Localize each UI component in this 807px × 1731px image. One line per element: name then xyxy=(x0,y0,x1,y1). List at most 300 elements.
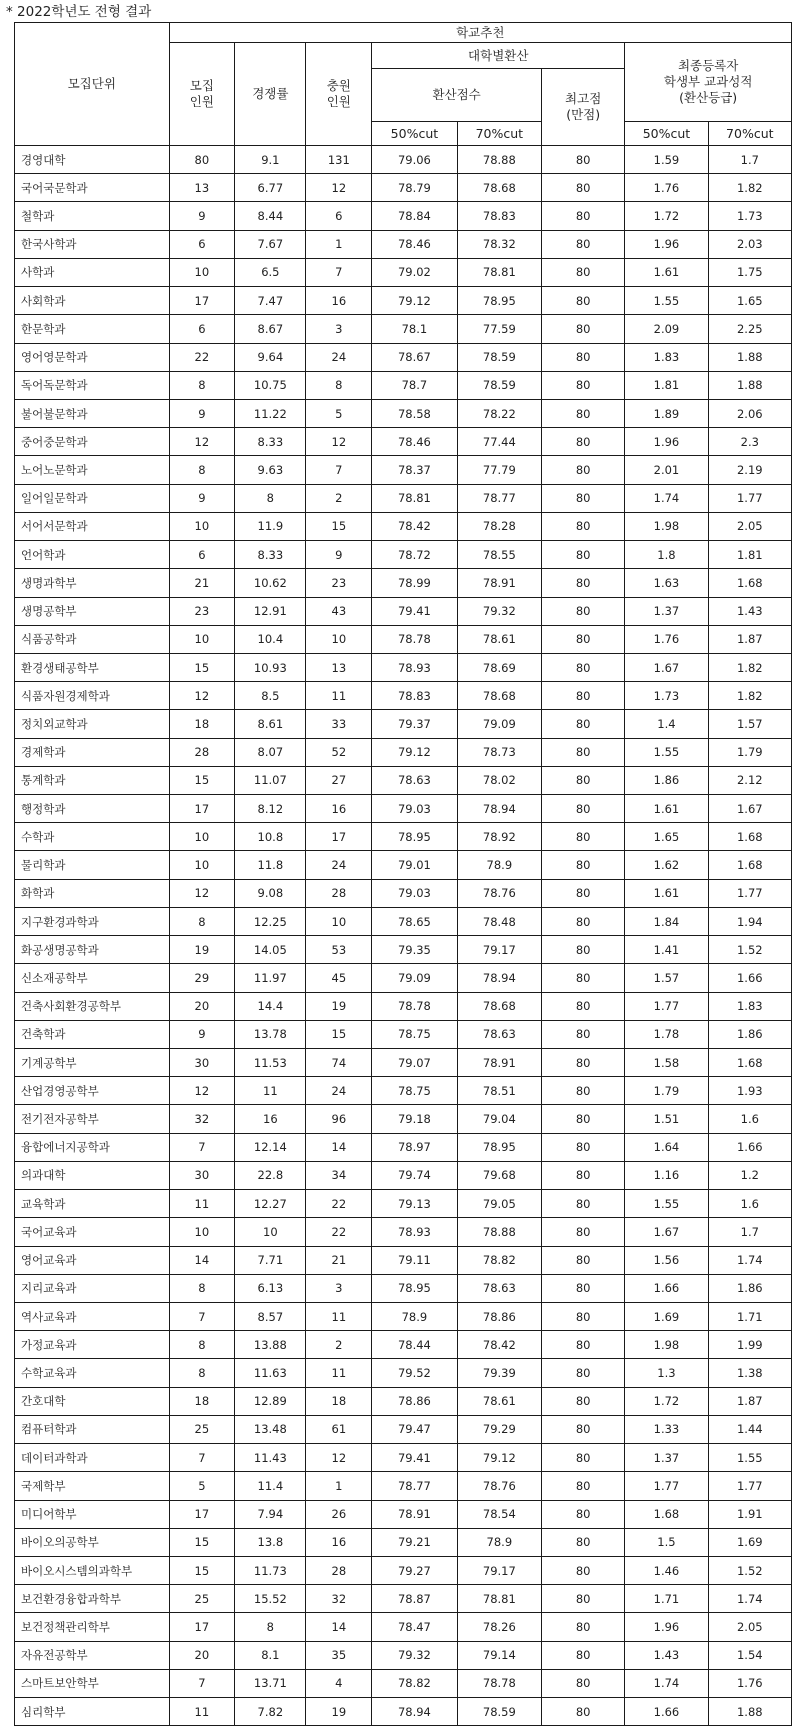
cell-competition: 10 xyxy=(235,1218,306,1246)
cell-score-cut50: 78.42 xyxy=(372,512,457,540)
cell-competition: 10.4 xyxy=(235,625,306,653)
cell-quota: 7 xyxy=(169,1669,235,1697)
cell-quota: 8 xyxy=(169,371,235,399)
cell-max-score: 80 xyxy=(542,1105,625,1133)
table-row xyxy=(15,146,792,174)
cell-max-score: 80 xyxy=(542,1359,625,1387)
cell-score-cut50: 79.12 xyxy=(372,287,457,315)
cell-score-cut50: 78.93 xyxy=(372,653,457,681)
cell-unit-name: 노어노문학과 xyxy=(15,456,170,484)
cell-extra: 1 xyxy=(306,230,372,258)
cell-score-cut50: 78.63 xyxy=(372,766,457,794)
cell-score-cut70: 78.63 xyxy=(457,1274,541,1302)
cell-quota: 6 xyxy=(169,315,235,343)
cell-quota: 15 xyxy=(169,1528,235,1556)
cell-score-cut50: 78.46 xyxy=(372,230,457,258)
cell-max-score: 80 xyxy=(542,343,625,371)
cell-grade-cut70: 1.77 xyxy=(708,879,791,907)
cell-quota: 7 xyxy=(169,1133,235,1161)
cell-unit-name: 건축사회환경공학부 xyxy=(15,992,170,1020)
cell-quota: 23 xyxy=(169,597,235,625)
cell-unit-name: 의과대학 xyxy=(15,1161,170,1189)
header-quota-text: 모집 인원 xyxy=(189,78,214,109)
cell-score-cut70: 79.09 xyxy=(457,710,541,738)
cell-grade-cut50: 1.77 xyxy=(625,992,708,1020)
cell-extra: 5 xyxy=(306,399,372,427)
cell-grade-cut50: 1.76 xyxy=(625,174,708,202)
cell-score-cut50: 78.82 xyxy=(372,1669,457,1697)
cell-competition: 8.67 xyxy=(235,315,306,343)
cell-score-cut50: 78.97 xyxy=(372,1133,457,1161)
cell-competition: 9.1 xyxy=(235,146,306,174)
cell-max-score: 80 xyxy=(542,1387,625,1415)
cell-score-cut50: 78.58 xyxy=(372,399,457,427)
cell-grade-cut70: 1.74 xyxy=(708,1585,791,1613)
cell-competition: 8 xyxy=(235,1613,306,1641)
cell-unit-name: 영어영문학과 xyxy=(15,343,170,371)
cell-grade-cut50: 1.59 xyxy=(625,146,708,174)
cell-grade-cut50: 1.86 xyxy=(625,766,708,794)
cell-max-score: 80 xyxy=(542,795,625,823)
cell-extra: 53 xyxy=(306,936,372,964)
cell-grade-cut50: 1.57 xyxy=(625,964,708,992)
table-row xyxy=(15,1302,792,1330)
cell-score-cut70: 78.9 xyxy=(457,851,541,879)
cell-quota: 17 xyxy=(169,287,235,315)
table-row xyxy=(15,1331,792,1359)
cell-quota: 12 xyxy=(169,1077,235,1105)
cell-grade-cut50: 1.8 xyxy=(625,541,708,569)
cell-max-score: 80 xyxy=(542,428,625,456)
cell-quota: 25 xyxy=(169,1585,235,1613)
cell-unit-name: 식품자원경제학과 xyxy=(15,682,170,710)
cell-quota: 19 xyxy=(169,936,235,964)
cell-score-cut50: 78.78 xyxy=(372,625,457,653)
table-row xyxy=(15,1641,792,1669)
cell-extra: 34 xyxy=(306,1161,372,1189)
header-final-grade xyxy=(625,43,792,122)
cell-competition: 9.64 xyxy=(235,343,306,371)
cell-extra: 2 xyxy=(306,484,372,512)
cell-competition: 8.12 xyxy=(235,795,306,823)
cell-grade-cut50: 1.72 xyxy=(625,1387,708,1415)
cell-score-cut50: 79.13 xyxy=(372,1190,457,1218)
cell-competition: 11.4 xyxy=(235,1472,306,1500)
cell-max-score: 80 xyxy=(542,484,625,512)
cell-competition: 7.82 xyxy=(235,1698,306,1726)
cell-score-cut50: 79.12 xyxy=(372,738,457,766)
cell-extra: 4 xyxy=(306,1669,372,1697)
cell-score-cut50: 78.72 xyxy=(372,541,457,569)
cell-max-score: 80 xyxy=(542,625,625,653)
cell-grade-cut70: 1.77 xyxy=(708,1472,791,1500)
cell-extra: 13 xyxy=(306,653,372,681)
header-conversion: 대학별환산 xyxy=(372,43,625,69)
cell-score-cut50: 78.47 xyxy=(372,1613,457,1641)
table-row xyxy=(15,1133,792,1161)
cell-competition: 13.8 xyxy=(235,1528,306,1556)
table-row xyxy=(15,964,792,992)
cell-extra: 2 xyxy=(306,1331,372,1359)
cell-quota: 15 xyxy=(169,1556,235,1584)
table-row xyxy=(15,343,792,371)
cell-extra: 8 xyxy=(306,371,372,399)
cell-unit-name: 독어독문학과 xyxy=(15,371,170,399)
cell-extra: 21 xyxy=(306,1246,372,1274)
cell-score-cut50: 78.9 xyxy=(372,1302,457,1330)
cell-max-score: 80 xyxy=(542,1302,625,1330)
table-body xyxy=(15,146,792,1726)
cell-score-cut50: 78.75 xyxy=(372,1077,457,1105)
cell-unit-name: 국제학부 xyxy=(15,1472,170,1500)
cell-competition: 10.8 xyxy=(235,823,306,851)
cell-unit-name: 영어교육과 xyxy=(15,1246,170,1274)
table-row xyxy=(15,907,792,935)
cell-grade-cut70: 1.87 xyxy=(708,625,791,653)
cell-extra: 6 xyxy=(306,202,372,230)
cell-grade-cut70: 1.99 xyxy=(708,1331,791,1359)
cell-grade-cut50: 1.68 xyxy=(625,1500,708,1528)
cell-competition: 11 xyxy=(235,1077,306,1105)
cell-score-cut70: 78.63 xyxy=(457,1020,541,1048)
cell-score-cut70: 78.55 xyxy=(457,541,541,569)
cell-grade-cut50: 1.73 xyxy=(625,682,708,710)
cell-quota: 6 xyxy=(169,541,235,569)
cell-score-cut50: 79.52 xyxy=(372,1359,457,1387)
cell-grade-cut50: 1.64 xyxy=(625,1133,708,1161)
table-row xyxy=(15,287,792,315)
cell-grade-cut70: 1.82 xyxy=(708,653,791,681)
cell-score-cut70: 79.14 xyxy=(457,1641,541,1669)
cell-score-cut50: 78.75 xyxy=(372,1020,457,1048)
cell-score-cut70: 79.32 xyxy=(457,597,541,625)
cell-grade-cut50: 1.56 xyxy=(625,1246,708,1274)
cell-grade-cut50: 1.41 xyxy=(625,936,708,964)
cell-unit-name: 지구환경과학과 xyxy=(15,907,170,935)
cell-quota: 30 xyxy=(169,1161,235,1189)
table-row xyxy=(15,1274,792,1302)
table-row xyxy=(15,597,792,625)
cell-max-score: 80 xyxy=(542,315,625,343)
cell-quota: 8 xyxy=(169,1274,235,1302)
cell-score-cut50: 78.67 xyxy=(372,343,457,371)
cell-score-cut70: 78.59 xyxy=(457,343,541,371)
cell-score-cut70: 78.91 xyxy=(457,569,541,597)
cell-competition: 11.73 xyxy=(235,1556,306,1584)
cell-max-score: 80 xyxy=(542,1161,625,1189)
admission-results-table xyxy=(14,22,792,1726)
cell-score-cut70: 78.28 xyxy=(457,512,541,540)
cell-grade-cut70: 1.86 xyxy=(708,1274,791,1302)
cell-score-cut70: 78.86 xyxy=(457,1302,541,1330)
table-row xyxy=(15,569,792,597)
table-row xyxy=(15,823,792,851)
cell-grade-cut70: 1.7 xyxy=(708,1218,791,1246)
cell-max-score: 80 xyxy=(542,1585,625,1613)
cell-competition: 8.61 xyxy=(235,710,306,738)
cell-extra: 11 xyxy=(306,1302,372,1330)
cell-score-cut70: 78.91 xyxy=(457,1049,541,1077)
cell-score-cut50: 79.11 xyxy=(372,1246,457,1274)
header-grade-cut50: 50%cut xyxy=(625,122,708,146)
cell-max-score: 80 xyxy=(542,766,625,794)
cell-quota: 11 xyxy=(169,1698,235,1726)
cell-grade-cut50: 1.55 xyxy=(625,738,708,766)
cell-score-cut50: 78.99 xyxy=(372,569,457,597)
cell-competition: 8 xyxy=(235,484,306,512)
cell-max-score: 80 xyxy=(542,597,625,625)
cell-score-cut70: 78.73 xyxy=(457,738,541,766)
cell-extra: 131 xyxy=(306,146,372,174)
cell-quota: 12 xyxy=(169,879,235,907)
table-row xyxy=(15,484,792,512)
cell-score-cut50: 79.09 xyxy=(372,964,457,992)
cell-quota: 29 xyxy=(169,964,235,992)
cell-extra: 3 xyxy=(306,315,372,343)
cell-score-cut50: 79.41 xyxy=(372,597,457,625)
cell-score-cut70: 78.76 xyxy=(457,1472,541,1500)
cell-unit-name: 간호대학 xyxy=(15,1387,170,1415)
cell-competition: 11.22 xyxy=(235,399,306,427)
cell-grade-cut70: 1.54 xyxy=(708,1641,791,1669)
cell-extra: 15 xyxy=(306,512,372,540)
cell-competition: 8.57 xyxy=(235,1302,306,1330)
cell-quota: 28 xyxy=(169,738,235,766)
cell-grade-cut50: 1.58 xyxy=(625,1049,708,1077)
header-extra-text: 충원 인원 xyxy=(326,78,351,109)
cell-grade-cut70: 1.66 xyxy=(708,964,791,992)
table-row xyxy=(15,1246,792,1274)
table-row xyxy=(15,710,792,738)
cell-grade-cut50: 1.74 xyxy=(625,484,708,512)
cell-max-score: 80 xyxy=(542,512,625,540)
cell-grade-cut70: 1.55 xyxy=(708,1444,791,1472)
table-row xyxy=(15,512,792,540)
cell-score-cut70: 79.39 xyxy=(457,1359,541,1387)
cell-grade-cut50: 1.77 xyxy=(625,1472,708,1500)
table-row xyxy=(15,653,792,681)
cell-extra: 74 xyxy=(306,1049,372,1077)
cell-grade-cut70: 1.75 xyxy=(708,258,791,286)
cell-max-score: 80 xyxy=(542,1500,625,1528)
cell-score-cut50: 78.78 xyxy=(372,992,457,1020)
cell-grade-cut70: 1.68 xyxy=(708,569,791,597)
cell-unit-name: 환경생태공학부 xyxy=(15,653,170,681)
cell-extra: 17 xyxy=(306,823,372,851)
cell-quota: 10 xyxy=(169,823,235,851)
cell-competition: 10.62 xyxy=(235,569,306,597)
cell-quota: 10 xyxy=(169,512,235,540)
cell-grade-cut70: 1.6 xyxy=(708,1190,791,1218)
cell-grade-cut70: 1.71 xyxy=(708,1302,791,1330)
cell-max-score: 80 xyxy=(542,1020,625,1048)
cell-grade-cut70: 1.87 xyxy=(708,1387,791,1415)
cell-score-cut50: 78.87 xyxy=(372,1585,457,1613)
cell-unit-name: 행정학과 xyxy=(15,795,170,823)
cell-quota: 10 xyxy=(169,625,235,653)
cell-unit-name: 컴퓨터학과 xyxy=(15,1415,170,1443)
table-row xyxy=(15,1105,792,1133)
cell-grade-cut70: 1.88 xyxy=(708,371,791,399)
cell-competition: 11.63 xyxy=(235,1359,306,1387)
cell-score-cut70: 77.44 xyxy=(457,428,541,456)
cell-unit-name: 물리학과 xyxy=(15,851,170,879)
cell-competition: 7.94 xyxy=(235,1500,306,1528)
cell-unit-name: 교육학과 xyxy=(15,1190,170,1218)
table-row xyxy=(15,1218,792,1246)
cell-score-cut50: 78.37 xyxy=(372,456,457,484)
cell-extra: 26 xyxy=(306,1500,372,1528)
table-row xyxy=(15,1020,792,1048)
cell-extra: 11 xyxy=(306,682,372,710)
cell-score-cut70: 77.59 xyxy=(457,315,541,343)
cell-quota: 13 xyxy=(169,174,235,202)
cell-competition: 8.5 xyxy=(235,682,306,710)
cell-max-score: 80 xyxy=(542,1556,625,1584)
cell-max-score: 80 xyxy=(542,569,625,597)
cell-score-cut70: 78.69 xyxy=(457,653,541,681)
header-final-grade-text: 최종등록자 학생부 교과성적 (환산등급) xyxy=(663,58,753,105)
cell-grade-cut70: 1.68 xyxy=(708,851,791,879)
cell-competition: 9.63 xyxy=(235,456,306,484)
header-quota xyxy=(169,43,235,146)
cell-competition: 13.78 xyxy=(235,1020,306,1048)
cell-competition: 14.4 xyxy=(235,992,306,1020)
cell-competition: 12.25 xyxy=(235,907,306,935)
cell-extra: 61 xyxy=(306,1415,372,1443)
cell-grade-cut70: 1.77 xyxy=(708,484,791,512)
cell-grade-cut70: 2.12 xyxy=(708,766,791,794)
header-grade-cut70: 70%cut xyxy=(708,122,791,146)
cell-score-cut50: 78.93 xyxy=(372,1218,457,1246)
cell-grade-cut50: 1.72 xyxy=(625,202,708,230)
cell-unit-name: 심리학부 xyxy=(15,1698,170,1726)
cell-grade-cut50: 1.62 xyxy=(625,851,708,879)
cell-score-cut70: 78.59 xyxy=(457,1698,541,1726)
cell-quota: 30 xyxy=(169,1049,235,1077)
cell-grade-cut50: 2.01 xyxy=(625,456,708,484)
cell-competition: 11.43 xyxy=(235,1444,306,1472)
cell-unit-name: 전기전자공학부 xyxy=(15,1105,170,1133)
cell-quota: 20 xyxy=(169,992,235,1020)
cell-competition: 11.97 xyxy=(235,964,306,992)
table-row xyxy=(15,174,792,202)
cell-extra: 43 xyxy=(306,597,372,625)
header-score-cut70: 70%cut xyxy=(457,122,541,146)
cell-score-cut50: 78.95 xyxy=(372,823,457,851)
cell-extra: 12 xyxy=(306,174,372,202)
table-row xyxy=(15,936,792,964)
cell-score-cut70: 79.68 xyxy=(457,1161,541,1189)
table-row xyxy=(15,315,792,343)
cell-competition: 22.8 xyxy=(235,1161,306,1189)
cell-max-score: 80 xyxy=(542,146,625,174)
cell-extra: 7 xyxy=(306,456,372,484)
cell-grade-cut70: 1.74 xyxy=(708,1246,791,1274)
cell-competition: 10.75 xyxy=(235,371,306,399)
cell-extra: 18 xyxy=(306,1387,372,1415)
table-row xyxy=(15,1444,792,1472)
cell-score-cut50: 79.41 xyxy=(372,1444,457,1472)
cell-score-cut50: 79.27 xyxy=(372,1556,457,1584)
cell-competition: 8.33 xyxy=(235,428,306,456)
cell-max-score: 80 xyxy=(542,710,625,738)
cell-unit-name: 데이터과학과 xyxy=(15,1444,170,1472)
cell-grade-cut70: 1.83 xyxy=(708,992,791,1020)
cell-max-score: 80 xyxy=(542,456,625,484)
cell-max-score: 80 xyxy=(542,399,625,427)
cell-score-cut70: 78.48 xyxy=(457,907,541,935)
cell-grade-cut50: 1.51 xyxy=(625,1105,708,1133)
table-row xyxy=(15,1415,792,1443)
cell-extra: 16 xyxy=(306,795,372,823)
table-row xyxy=(15,371,792,399)
cell-unit-name: 보건정책관리학부 xyxy=(15,1613,170,1641)
cell-unit-name: 산업경영공학부 xyxy=(15,1077,170,1105)
cell-quota: 20 xyxy=(169,1641,235,1669)
table-row xyxy=(15,1049,792,1077)
cell-grade-cut70: 1.82 xyxy=(708,682,791,710)
cell-competition: 6.13 xyxy=(235,1274,306,1302)
table-row xyxy=(15,1669,792,1697)
cell-grade-cut70: 1.88 xyxy=(708,1698,791,1726)
cell-score-cut50: 78.84 xyxy=(372,202,457,230)
cell-grade-cut70: 1.82 xyxy=(708,174,791,202)
cell-grade-cut50: 1.96 xyxy=(625,1613,708,1641)
cell-grade-cut50: 1.71 xyxy=(625,1585,708,1613)
table-row xyxy=(15,1387,792,1415)
cell-max-score: 80 xyxy=(542,541,625,569)
cell-score-cut70: 79.05 xyxy=(457,1190,541,1218)
cell-max-score: 80 xyxy=(542,1133,625,1161)
cell-max-score: 80 xyxy=(542,230,625,258)
cell-grade-cut70: 1.52 xyxy=(708,1556,791,1584)
cell-max-score: 80 xyxy=(542,653,625,681)
cell-grade-cut70: 1.57 xyxy=(708,710,791,738)
cell-grade-cut50: 1.55 xyxy=(625,287,708,315)
cell-score-cut50: 78.46 xyxy=(372,428,457,456)
cell-extra: 24 xyxy=(306,851,372,879)
cell-extra: 19 xyxy=(306,1698,372,1726)
cell-score-cut50: 79.21 xyxy=(372,1528,457,1556)
table-row xyxy=(15,1613,792,1641)
cell-quota: 10 xyxy=(169,1218,235,1246)
cell-quota: 17 xyxy=(169,795,235,823)
cell-extra: 32 xyxy=(306,1585,372,1613)
cell-max-score: 80 xyxy=(542,1274,625,1302)
cell-grade-cut50: 1.69 xyxy=(625,1302,708,1330)
cell-max-score: 80 xyxy=(542,258,625,286)
cell-grade-cut70: 1.38 xyxy=(708,1359,791,1387)
cell-score-cut70: 78.68 xyxy=(457,992,541,1020)
cell-score-cut70: 78.82 xyxy=(457,1246,541,1274)
cell-quota: 8 xyxy=(169,907,235,935)
cell-score-cut70: 77.79 xyxy=(457,456,541,484)
cell-max-score: 80 xyxy=(542,174,625,202)
cell-max-score: 80 xyxy=(542,1246,625,1274)
cell-max-score: 80 xyxy=(542,682,625,710)
cell-unit-name: 한국사학과 xyxy=(15,230,170,258)
cell-max-score: 80 xyxy=(542,738,625,766)
cell-grade-cut50: 1.96 xyxy=(625,428,708,456)
cell-score-cut70: 78.92 xyxy=(457,823,541,851)
cell-unit-name: 한문학과 xyxy=(15,315,170,343)
cell-unit-name: 신소재공학부 xyxy=(15,964,170,992)
cell-max-score: 80 xyxy=(542,1218,625,1246)
cell-extra: 12 xyxy=(306,428,372,456)
table-row xyxy=(15,766,792,794)
table-row xyxy=(15,992,792,1020)
